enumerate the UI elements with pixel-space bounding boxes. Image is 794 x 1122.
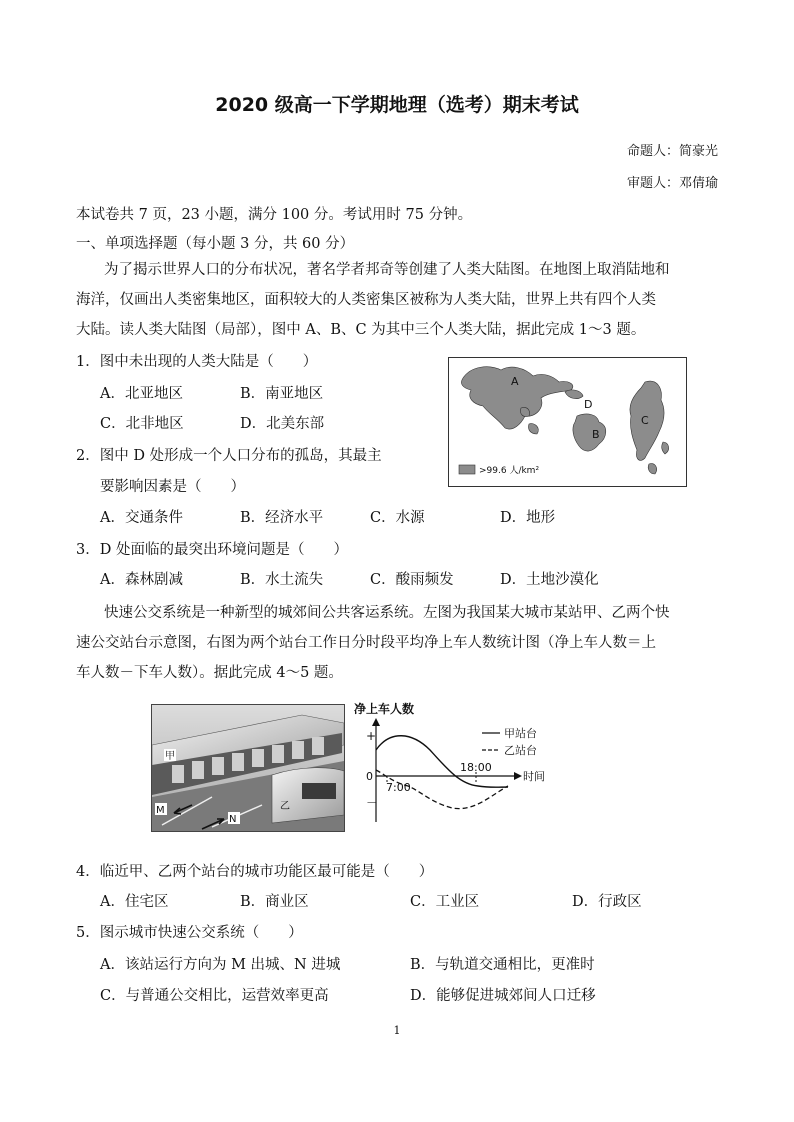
q1-option-b: B．南亚地区 xyxy=(240,386,324,402)
legend-text: >99.6 人/km² xyxy=(479,466,540,476)
island-shape xyxy=(520,407,529,416)
q5-option-c: C．与普通公交相比，运营效率更高 xyxy=(100,988,329,1004)
legend-yi-label: 乙站台 xyxy=(504,744,537,757)
q3-option-a: A．森林剧减 xyxy=(100,572,183,588)
continent-d-shape xyxy=(565,390,583,399)
q4-stem: 4．临近甲、乙两个站台的城市功能区最可能是（ ） xyxy=(76,864,434,880)
q1-option-c: C．北非地区 xyxy=(100,416,184,432)
q5-option-b: B．与轨道交通相比，更准时 xyxy=(410,957,595,973)
intro-text: 本试卷共 7 页，23 小题，满分 100 分。考试用时 75 分钟。 xyxy=(76,207,473,223)
passage1-line3: 大陆。读人类大陆图（局部），图中 A、B、C 为其中三个人类大陆，据此完成 1～3 题。 xyxy=(76,322,646,338)
island-shape xyxy=(648,464,656,474)
q3-option-c: C．酸雨频发 xyxy=(370,572,454,588)
y-minus-label: － xyxy=(366,796,379,810)
reviewer-label: 审题人：邓倩瑜 xyxy=(626,176,718,191)
human-continent-map xyxy=(448,357,687,487)
page-number: 1 xyxy=(393,1024,401,1037)
q2-option-b: B．经济水平 xyxy=(240,510,324,526)
q4-option-c: C．工业区 xyxy=(410,894,480,910)
photo-label-yi: 乙 xyxy=(280,801,290,812)
photo-label-jia: 甲 xyxy=(165,751,175,762)
q2-option-c: C．水源 xyxy=(370,510,425,526)
q1-stem: 1．图中未出现的人类大陆是（ ） xyxy=(76,354,318,370)
map-label-a: A xyxy=(511,375,519,388)
passage2-line1: 快速公交系统是一种新型的城郊间公共客运系统。左图为我国某大城市某站甲、乙两个快 xyxy=(104,605,670,621)
q2-stem-line2: 要影响因素是（ ） xyxy=(100,479,245,495)
q5-option-d: D．能够促进城郊间人口迁移 xyxy=(410,988,596,1004)
q5-stem: 5．图示城市快速公交系统（ ） xyxy=(76,925,303,941)
map-svg xyxy=(449,358,686,486)
q2-option-d: D．地形 xyxy=(500,510,556,526)
passage1-line1: 为了揭示世界人口的分布状况，著名学者邦奇等创建了人类大陆图。在地图上取消陆地和 xyxy=(104,262,670,278)
annotation-7: 7:00 xyxy=(386,781,411,794)
passage1-line2: 海洋，仅画出人类密集地区，面积较大的人类密集区被称为人类大陆，世界上共有四个人类 xyxy=(76,292,656,308)
x-axis-arrow xyxy=(514,772,522,780)
q2-option-a: A．交通条件 xyxy=(100,510,183,526)
island-shape xyxy=(662,442,669,454)
photo-label-n: N xyxy=(229,814,237,825)
y-axis-arrow xyxy=(372,718,380,726)
y-plus-label: + xyxy=(366,729,377,743)
page-title: 2020 级高一下学期地理（选考）期末考试 xyxy=(215,94,579,116)
q4-option-d: D．行政区 xyxy=(572,894,642,910)
net-boarding-chart xyxy=(350,700,550,825)
q4-option-b: B．商业区 xyxy=(240,894,309,910)
island-shape xyxy=(528,424,538,434)
chart-svg xyxy=(350,700,550,825)
chart-ylabel: 净上车人数 xyxy=(354,702,415,716)
passage2-line3: 车人数－下车人数）。据此完成 4～5 题。 xyxy=(76,665,343,681)
q3-option-d: D．土地沙漠化 xyxy=(500,572,599,588)
passage2-line2: 速公交站台示意图，右图为两个站台工作日分时段平均净上车人数统计图（净上车人数＝上 xyxy=(76,635,656,651)
photo-svg xyxy=(152,705,344,831)
chart-xlabel: 时间 xyxy=(523,770,545,783)
legend-swatch xyxy=(459,465,475,474)
photo-label-m: M xyxy=(156,805,165,816)
map-label-b: B xyxy=(592,428,600,441)
q3-stem: 3．D 处面临的最突出环境问题是（ ） xyxy=(76,542,348,558)
annotation-18: 18:00 xyxy=(460,761,492,774)
brt-station-photo xyxy=(151,704,345,832)
q1-option-a: A．北亚地区 xyxy=(100,386,183,402)
setter-label: 命题人：简豪光 xyxy=(626,144,718,159)
y-zero-label: 0 xyxy=(366,770,373,783)
q1-option-d: D．北美东部 xyxy=(240,416,325,432)
q2-stem-line1: 2．图中 D 处形成一个人口分布的孤岛，其最主 xyxy=(76,448,382,464)
q4-option-a: A．住宅区 xyxy=(100,894,169,910)
q3-option-b: B．水土流失 xyxy=(240,572,324,588)
section-heading: 一、单项选择题（每小题 3 分，共 60 分） xyxy=(76,236,355,252)
map-label-d: D xyxy=(584,398,593,411)
continent-b-shape xyxy=(573,414,606,451)
map-label-c: C xyxy=(641,414,649,427)
q5-option-a: A．该站运行方向为 M 出城、N 进城 xyxy=(100,957,341,973)
legend-jia-label: 甲站台 xyxy=(504,727,537,740)
